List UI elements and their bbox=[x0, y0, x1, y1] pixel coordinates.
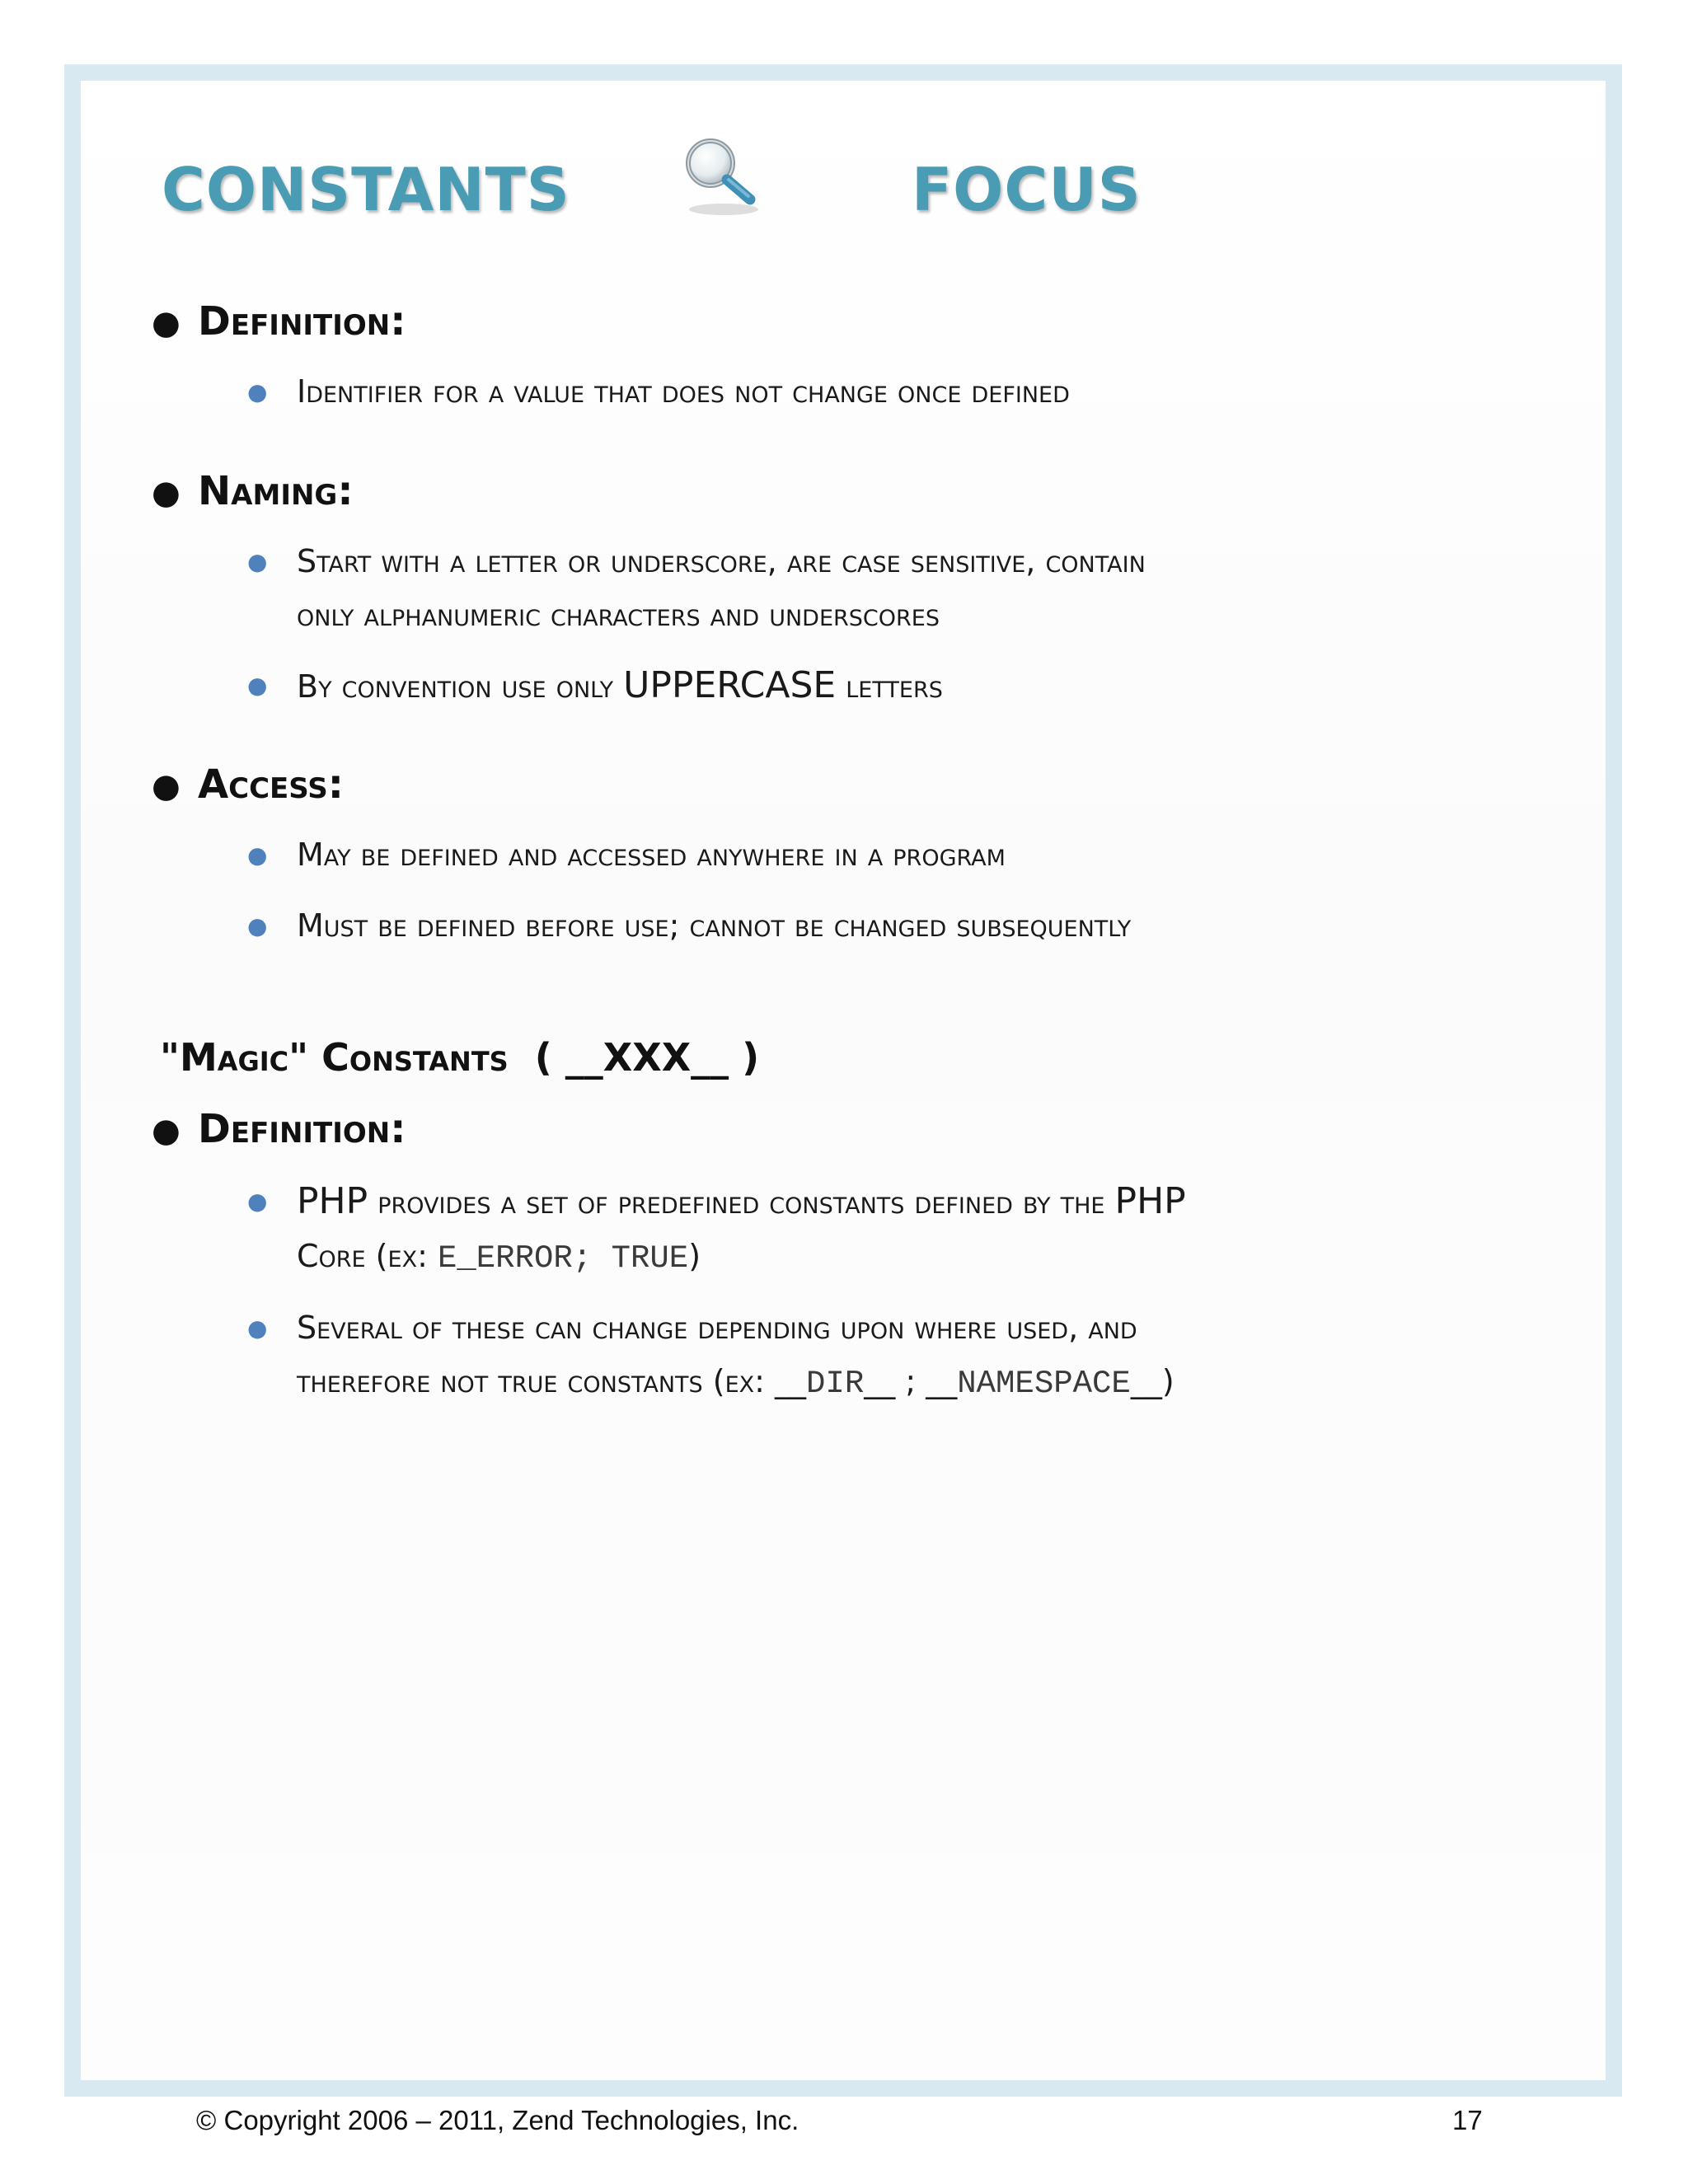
list-item: Several of these can change depending upon where used, and therefore not true constants (ex: __DIR__ ; __NAMESPACE__) bbox=[297, 1310, 1175, 1402]
list-item: By convention use only UPPERCASE letters bbox=[297, 664, 943, 706]
list-item: Start with a letter or underscore, are case sensitive, contain only alphanumeric characters and underscores bbox=[297, 543, 1146, 633]
magic-constants-title: "Magic" Constants ( __XXX__ ) bbox=[160, 1035, 760, 1080]
copyright-footer: © Copyright 2006 – 2011, Zend Technologies, Inc. bbox=[196, 2105, 799, 2135]
sub-bullet-icon: ● bbox=[247, 548, 268, 575]
list-item: Must be defined before use; cannot be changed subsequently bbox=[297, 907, 1132, 944]
section-heading-access: Access: bbox=[198, 762, 344, 808]
section-heading-definition: Definition: bbox=[198, 298, 406, 344]
sub-bullet-icon: ● bbox=[247, 1188, 268, 1215]
section-heading-definition: Definition: bbox=[198, 1106, 406, 1152]
page-number: 17 bbox=[1452, 2105, 1483, 2135]
bullet-icon: ● bbox=[152, 474, 181, 512]
section-heading-naming: Naming: bbox=[198, 468, 354, 514]
sub-bullet-icon: ● bbox=[247, 378, 268, 405]
list-item: Identifier for a value that does not change once defined bbox=[297, 373, 1070, 410]
title-focus: FOCUS bbox=[912, 155, 1142, 224]
title-constants: CONSTANTS bbox=[162, 155, 570, 224]
list-item: May be defined and accessed anywhere in a program bbox=[297, 837, 1006, 873]
bullet-icon: ● bbox=[152, 767, 181, 805]
list-item: PHP provides a set of predefined constants defined by the PHP Core (ex: E_ERROR; TRUE) bbox=[297, 1180, 1186, 1277]
sub-bullet-icon: ● bbox=[247, 1315, 268, 1342]
magnifier-icon bbox=[676, 130, 767, 221]
sub-bullet-icon: ● bbox=[247, 912, 268, 940]
sub-bullet-icon: ● bbox=[247, 672, 268, 699]
bullet-icon: ● bbox=[152, 1112, 181, 1150]
sub-bullet-icon: ● bbox=[247, 841, 268, 869]
bullet-icon: ● bbox=[152, 304, 181, 342]
